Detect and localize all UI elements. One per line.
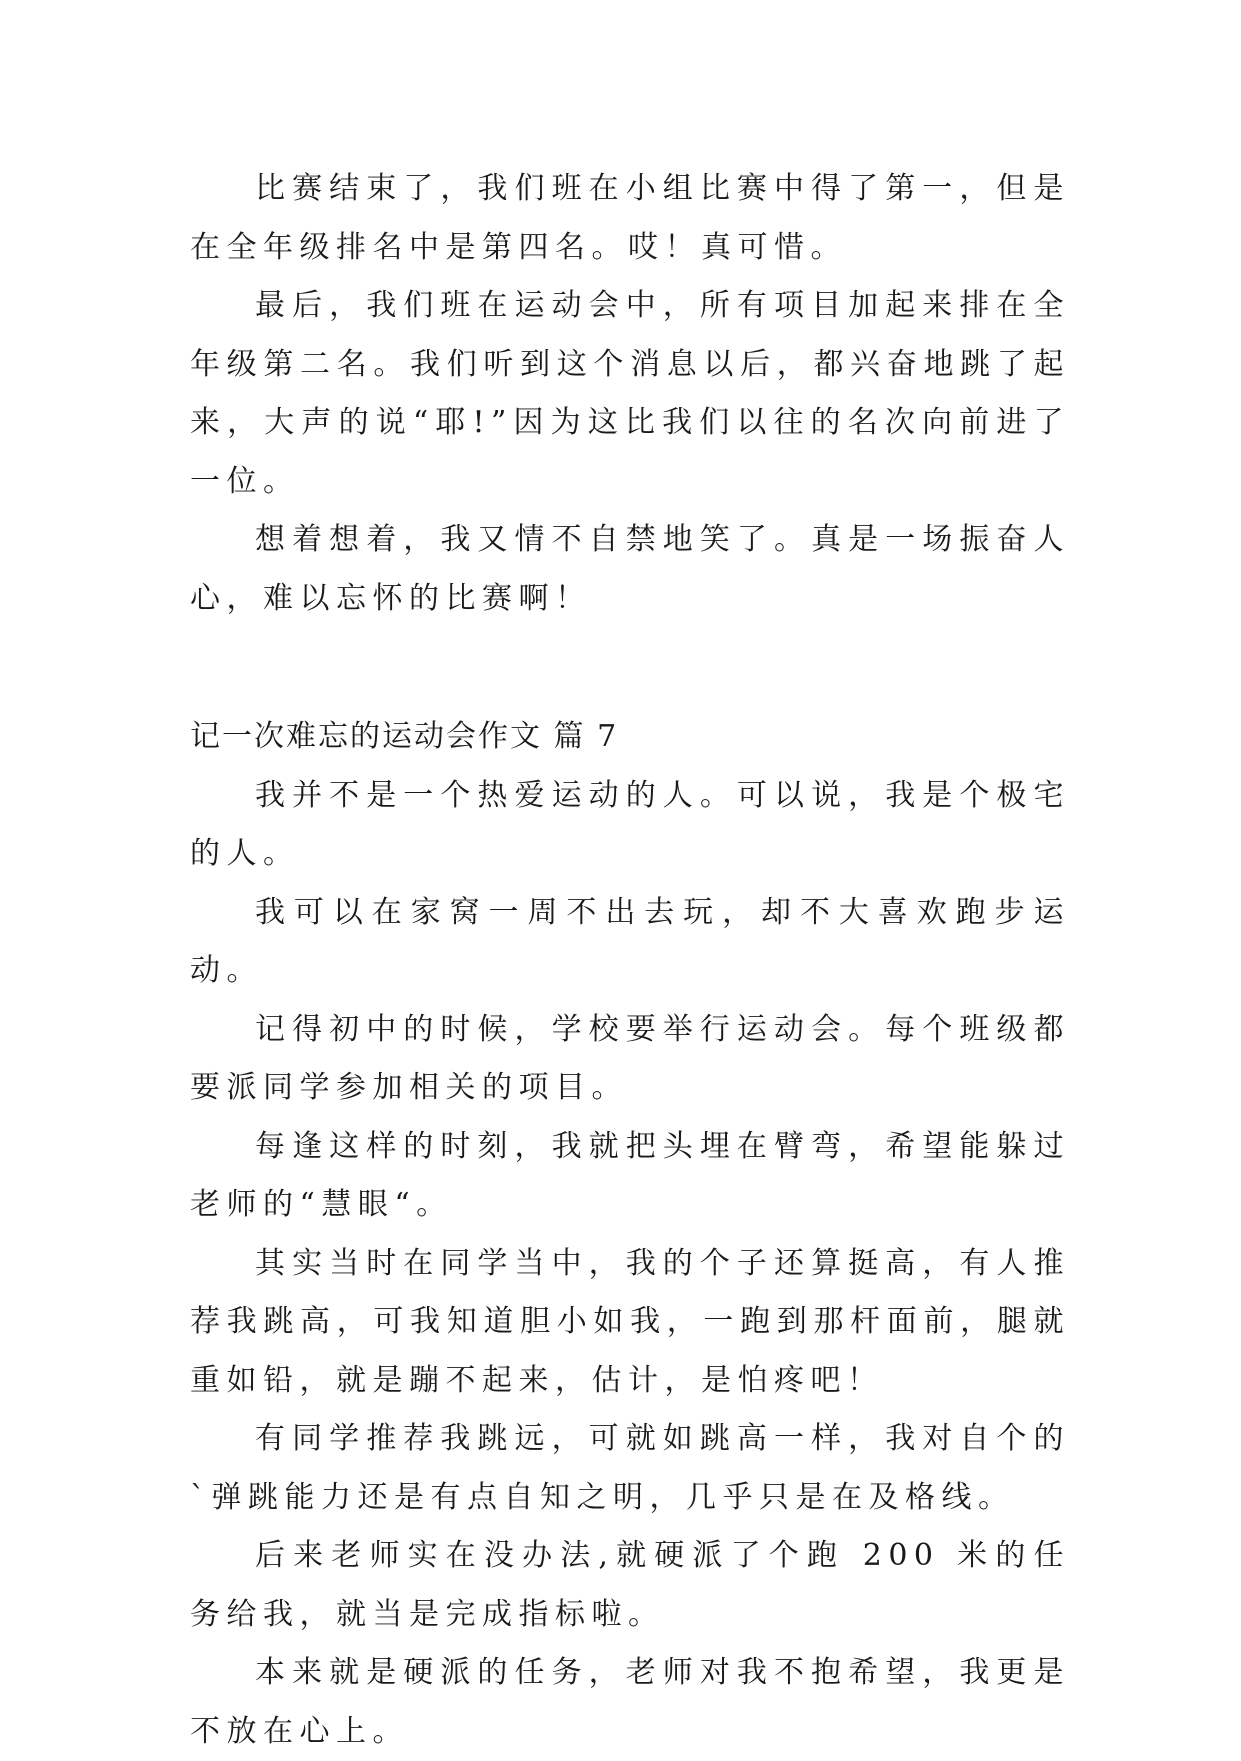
paragraph: 想着想着，我又情不自禁地笑了。真是一场振奋人心，难以忘怀的比赛啊！ (190, 522, 1070, 616)
section-gap (190, 628, 1070, 708)
essay-title: 记一次难忘的运动会作文 篇 7 (190, 719, 619, 754)
paragraph: 有同学推荐我跳远，可就如跳高一样，我对自个的`弹跳能力还是有点自知之明，几乎只是在及格线。 (190, 1421, 1070, 1515)
paragraph: 每逢这样的时刻，我就把头埋在臂弯，希望能躲过老师的“慧眼“。 (190, 1128, 1070, 1222)
paragraph: 我可以在家窝一周不出去玩，却不大喜欢跑步运动。 (190, 894, 1070, 988)
paragraph: 其实当时在同学当中，我的个子还算挺高，有人推荐我跳高，可我知道胆小如我，一跑到那杆面前，腿就重如铅，就是蹦不起来，估计，是怕疼吧！ (190, 1245, 1070, 1398)
paragraph: 本来就是硬派的任务，老师对我不抱希望，我更是不放在心上。 (190, 1655, 1070, 1749)
paragraph: 比赛结束了，我们班在小组比赛中得了第一，但是在全年级排名中是第四名。哎！真可惜。 (190, 171, 1070, 265)
document-body (190, 160, 1070, 1761)
paragraph: 我并不是一个热爱运动的人。可以说，我是个极宅的人。 (190, 777, 1070, 871)
paragraph: 后来老师实在没办法,就硬派了个跑 200 米的任务给我，就当是完成指标啦。 (190, 1538, 1070, 1632)
paragraph: 最后，我们班在运动会中，所有项目加起来排在全年级第二名。我们听到这个消息以后，都兴奋地跳了起来，大声的说“耶!”因为这比我们以往的名次向前进了一位。 (190, 288, 1070, 499)
paragraph: 记得初中的时候，学校要举行运动会。每个班级都要派同学参加相关的项目。 (190, 1011, 1070, 1105)
